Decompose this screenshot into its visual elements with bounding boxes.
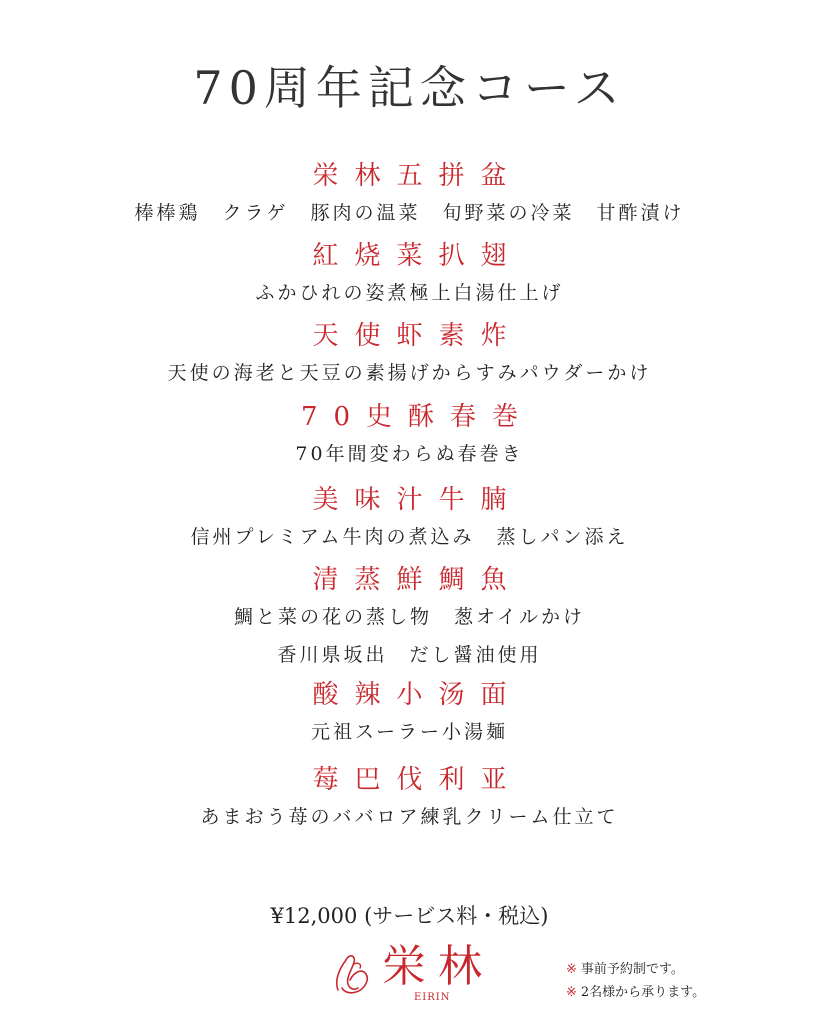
logo-roman: EIRIN xyxy=(414,992,451,1003)
note-mark: ※ xyxy=(566,985,577,1000)
course-name: 酸辣小汤面 xyxy=(312,680,523,710)
course-name: 莓巴伐利亚 xyxy=(312,765,523,795)
course-description: 信州プレミアム牛肉の煮込み 蒸しパン添え xyxy=(190,526,629,548)
course-item xyxy=(0,677,819,762)
restaurant-logo xyxy=(322,940,512,1020)
course-description: あまおう苺のババロア練乳クリーム仕立て xyxy=(200,806,619,828)
course-name: 紅烧菜扒翅 xyxy=(312,241,523,271)
course-description: 鯛と菜の花の蒸し物 葱オイルかけ xyxy=(233,606,586,628)
course-description: 香川県坂出 だし醤油使用 xyxy=(277,644,542,666)
course-description: 天使の海老と天豆の素揚げからすみパウダーかけ xyxy=(167,362,652,384)
course-item xyxy=(0,318,819,399)
note-line xyxy=(566,981,705,1004)
course-item xyxy=(0,562,819,677)
reservation-notes xyxy=(566,958,705,1004)
note-mark: ※ xyxy=(566,962,577,977)
page-title: 70周年記念コース xyxy=(193,61,626,115)
course-item xyxy=(0,238,819,318)
logo-kanji: 栄林 xyxy=(382,941,494,992)
note-line xyxy=(566,958,705,981)
course-description: ふかひれの姿煮極上白湯仕上げ xyxy=(255,282,564,304)
note-text: 2名様から承ります。 xyxy=(580,985,706,1000)
course-item xyxy=(0,482,819,562)
course-description: 元祖スーラー小湯麺 xyxy=(310,721,509,743)
course-name: 70史酥春巻 xyxy=(300,402,535,432)
course-name: 美味汁牛腩 xyxy=(312,485,523,515)
course-name: 栄林五拼盆 xyxy=(312,161,523,191)
course-item xyxy=(0,158,819,238)
course-list xyxy=(0,158,819,842)
course-name: 清蒸鮮鯛魚 xyxy=(312,565,523,595)
course-name: 天使虾素炸 xyxy=(312,321,523,351)
course-description: 棒棒鶏 クラゲ 豚肉の温菜 旬野菜の冷菜 甘酢漬け xyxy=(134,202,685,224)
course-description: 70年間変わらぬ春巻き xyxy=(295,443,524,465)
course-item xyxy=(0,399,819,482)
logo-mark-icon xyxy=(330,950,372,998)
note-text: 事前予約制です。 xyxy=(580,962,684,977)
course-item xyxy=(0,762,819,842)
course-price: ¥12,000 (サービス料・税込) xyxy=(270,904,549,928)
